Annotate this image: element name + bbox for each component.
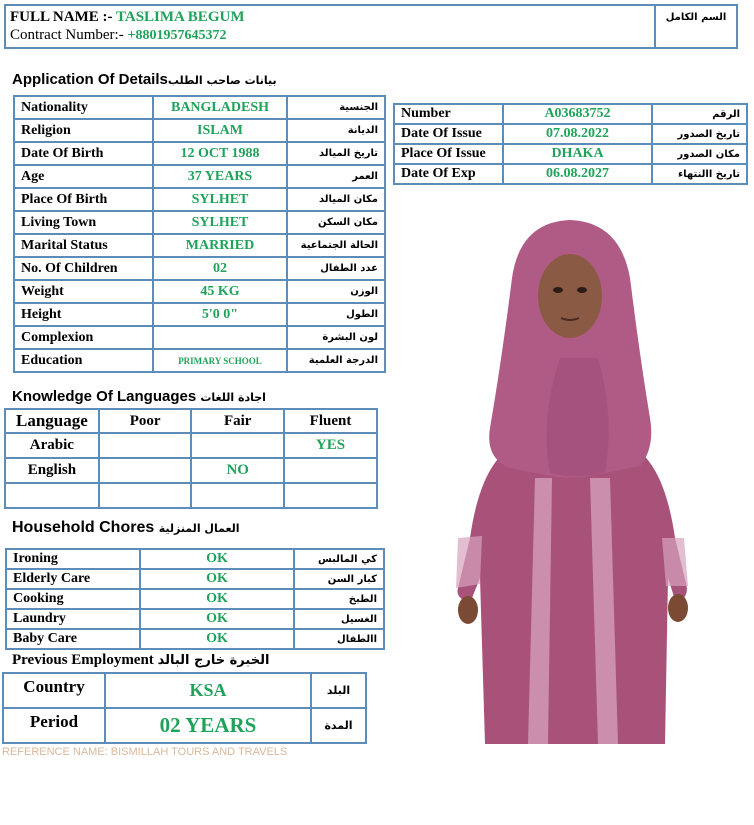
full-name-label: FULL NAME :-	[10, 9, 116, 25]
language-level-fair	[191, 483, 284, 508]
languages-table	[4, 408, 378, 509]
passport-row-value: DHAKA	[503, 144, 652, 164]
application-heading	[12, 71, 277, 88]
employment-label: Country	[3, 673, 105, 708]
header-box	[4, 4, 738, 49]
chore-ar: االطفال	[294, 629, 384, 649]
application-row-label: Marital Status	[14, 234, 153, 257]
application-row-ar: تاريخ الميالد	[287, 142, 385, 165]
dress-shape	[458, 448, 687, 744]
employment-row	[3, 708, 366, 743]
chores-row	[6, 629, 384, 649]
employment-title-ar: الخبرة خارج البالد	[157, 653, 270, 668]
application-title: Application Of Details	[12, 71, 168, 88]
passport-row-ar: مكان الصدور	[652, 144, 747, 164]
passport-row-ar: تاريخ الصدور	[652, 124, 747, 144]
application-row-label: Weight	[14, 280, 153, 303]
language-name	[5, 483, 99, 508]
chore-value: OK	[140, 589, 294, 609]
application-row-ar: العمر	[287, 165, 385, 188]
languages-row	[5, 433, 377, 458]
application-row-ar: لون البشرة	[287, 326, 385, 349]
passport-row	[394, 104, 747, 124]
application-row-value: 37 YEARS	[153, 165, 287, 188]
passport-row	[394, 144, 747, 164]
application-row	[14, 349, 385, 372]
employment-ar: المدة	[311, 708, 366, 743]
chore-value: OK	[140, 609, 294, 629]
chore-value: OK	[140, 549, 294, 569]
application-row-label: Date Of Birth	[14, 142, 153, 165]
chore-label: Laundry	[6, 609, 140, 629]
application-row-ar: مكان السكن	[287, 211, 385, 234]
chores-row	[6, 589, 384, 609]
chores-row	[6, 549, 384, 569]
language-level-poor	[99, 433, 192, 458]
application-row-label: Age	[14, 165, 153, 188]
language-level-fluent	[284, 458, 377, 483]
application-row-value: 12 OCT 1988	[153, 142, 287, 165]
employment-label: Period	[3, 708, 105, 743]
language-level-fluent	[284, 483, 377, 508]
language-name: English	[5, 458, 99, 483]
face-shape	[538, 254, 602, 338]
application-row-ar: الدرجة العلمية	[287, 349, 385, 372]
languages-header-cell: Poor	[99, 409, 192, 433]
contract-label: Contract Number:-	[10, 27, 128, 43]
employment-value: KSA	[105, 673, 311, 708]
chores-title-ar: العمال المنزلية	[158, 522, 240, 535]
application-row-ar: الجنسية	[287, 96, 385, 119]
passport-row-value: 06.08.2027	[503, 164, 652, 184]
employment-title: Previous Employment	[12, 652, 154, 668]
languages-title: Knowledge Of Languages	[12, 388, 197, 405]
application-row	[14, 165, 385, 188]
application-row-value: PRIMARY SCHOOL	[153, 349, 287, 372]
language-level-poor	[99, 483, 192, 508]
language-name: Arabic	[5, 433, 99, 458]
passport-row-label: Date Of Exp	[394, 164, 503, 184]
languages-header-cell: Language	[5, 409, 99, 433]
employment-heading	[12, 652, 269, 669]
languages-header-cell: Fair	[191, 409, 284, 433]
languages-header-cell: Fluent	[284, 409, 377, 433]
application-row-label: Place Of Birth	[14, 188, 153, 211]
application-row	[14, 257, 385, 280]
passport-row-value: A03683752	[503, 104, 652, 124]
chore-label: Baby Care	[6, 629, 140, 649]
application-row-value: SYLHET	[153, 188, 287, 211]
passport-row-label: Date Of Issue	[394, 124, 503, 144]
chore-label: Cooking	[6, 589, 140, 609]
passport-row-ar: الرقم	[652, 104, 747, 124]
languages-row	[5, 483, 377, 508]
languages-row	[5, 458, 377, 483]
passport-table	[393, 103, 748, 185]
languages-title-ar: اجادة اللغات	[200, 391, 266, 404]
application-row-value: ISLAM	[153, 119, 287, 142]
application-row-label: No. Of Children	[14, 257, 153, 280]
passport-row	[394, 124, 747, 144]
application-row	[14, 96, 385, 119]
application-row-label: Complexion	[14, 326, 153, 349]
chores-title: Household Chores	[12, 519, 155, 536]
application-row-value: 45 KG	[153, 280, 287, 303]
application-row	[14, 326, 385, 349]
chore-value: OK	[140, 629, 294, 649]
passport-row-label: Number	[394, 104, 503, 124]
chores-row	[6, 569, 384, 589]
chores-heading	[12, 519, 240, 537]
application-row	[14, 280, 385, 303]
application-row-ar: الديانة	[287, 119, 385, 142]
application-row-label: Living Town	[14, 211, 153, 234]
reference-footer: REFERENCE NAME: BISMILLAH TOURS AND TRAVELS	[2, 746, 288, 758]
employment-row	[3, 673, 366, 708]
application-row	[14, 188, 385, 211]
sleeve-left-embroidery	[456, 536, 482, 588]
passport-row	[394, 164, 747, 184]
application-row	[14, 303, 385, 326]
language-level-poor	[99, 458, 192, 483]
sleeve-right-embroidery	[662, 538, 688, 586]
application-row-value: SYLHET	[153, 211, 287, 234]
application-row-ar: الحالة الجتماعية	[287, 234, 385, 257]
languages-heading	[12, 388, 266, 405]
language-level-fair: NO	[191, 458, 284, 483]
header-main	[5, 5, 655, 48]
chore-label: Ironing	[6, 549, 140, 569]
application-row-value: 02	[153, 257, 287, 280]
application-row-ar: مكان الميالد	[287, 188, 385, 211]
employment-table	[2, 672, 367, 744]
application-row-value	[153, 326, 287, 349]
chore-ar: الطبخ	[294, 589, 384, 609]
chore-ar: الغسيل	[294, 609, 384, 629]
application-row-ar: عدد الطفال	[287, 257, 385, 280]
language-level-fluent: YES	[284, 433, 377, 458]
application-row-label: Height	[14, 303, 153, 326]
application-row	[14, 119, 385, 142]
contract-value: +8801957645372	[127, 28, 227, 43]
applicant-photo	[440, 218, 690, 744]
chore-ar: كبار السن	[294, 569, 384, 589]
application-title-ar: بيانات صاحب الطلب	[167, 74, 277, 87]
application-row-value: 5'0 0"	[153, 303, 287, 326]
employment-ar: البلد	[311, 673, 366, 708]
chore-label: Elderly Care	[6, 569, 140, 589]
passport-row-label: Place Of Issue	[394, 144, 503, 164]
application-row-label: Religion	[14, 119, 153, 142]
application-row	[14, 211, 385, 234]
application-row-value: BANGLADESH	[153, 96, 287, 119]
chore-value: OK	[140, 569, 294, 589]
employment-value: 02 YEARS	[105, 708, 311, 743]
application-row	[14, 142, 385, 165]
languages-header-row	[5, 409, 377, 433]
chore-ar: كي المالبس	[294, 549, 384, 569]
application-table	[13, 95, 386, 373]
passport-row-value: 07.08.2022	[503, 124, 652, 144]
application-row-label: Nationality	[14, 96, 153, 119]
chores-table	[5, 548, 385, 650]
application-row-value: MARRIED	[153, 234, 287, 257]
application-row-ar: الطول	[287, 303, 385, 326]
chores-row	[6, 609, 384, 629]
name-ar: السم الكامل	[655, 5, 737, 48]
application-row-label: Education	[14, 349, 153, 372]
passport-row-ar: تاريخ االنتهاء	[652, 164, 747, 184]
application-row	[14, 234, 385, 257]
full-name-value: TASLIMA BEGUM	[115, 9, 245, 25]
language-level-fair	[191, 433, 284, 458]
application-row-ar: الوزن	[287, 280, 385, 303]
